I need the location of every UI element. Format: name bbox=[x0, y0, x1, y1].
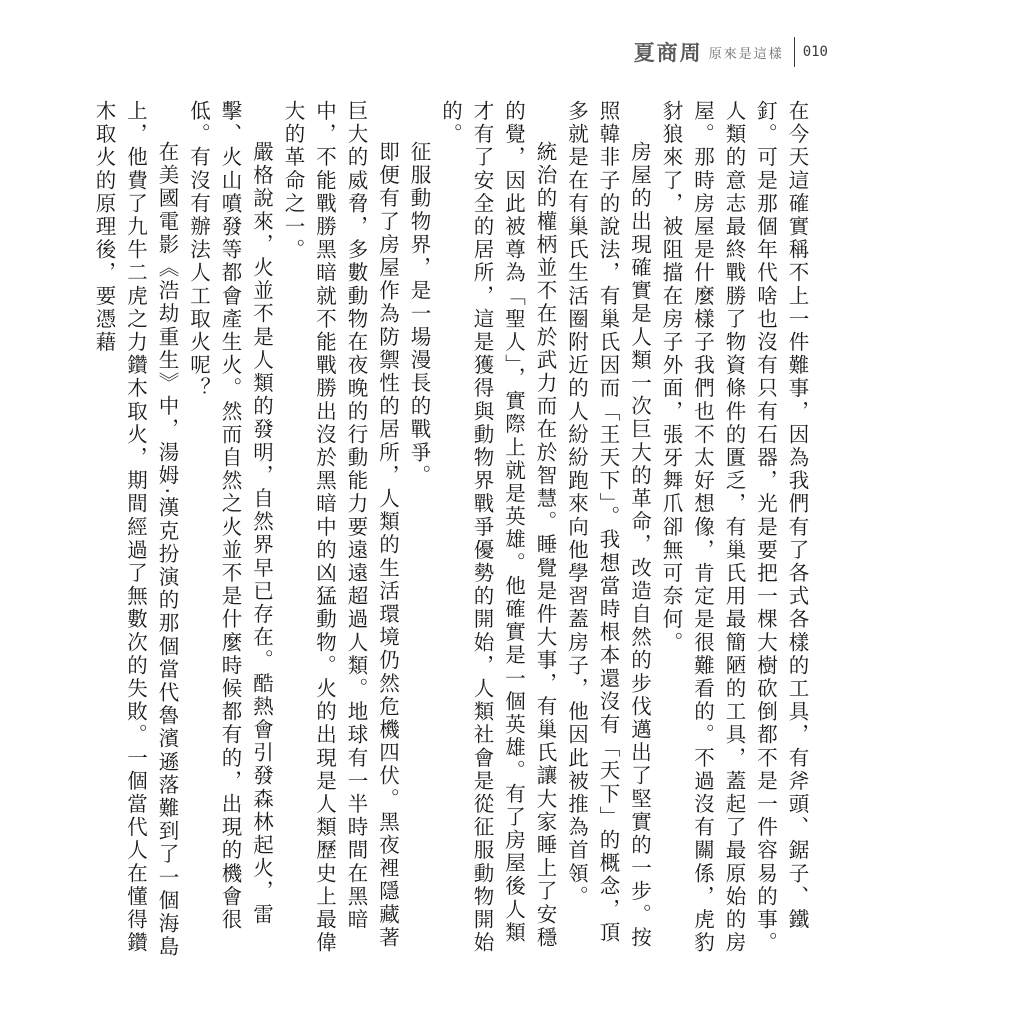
paragraph: 房屋的出現確實是人類一次巨大的革命，改造自然的步伐邁出了堅實的一步。按照韓非子的說法，有巢氏因而「王天下」。我想當時根本還沒有「天下」的概念，頂多就是在有巢氏生活圈附近的人紛紛跑來向他學習蓋房子，他因此被推為首領。 bbox=[564, 100, 652, 950]
book-title: 夏商周 bbox=[633, 41, 703, 65]
paragraph: 即便有了房屋作為防禦性的居所，人類的生活環境仍然危機四伏。黑夜裡隱藏著巨大的威脅，多數動物在夜晚的行動能力要遠遠超過人類。地球有一半時間在黑暗中，不能戰勝黑暗就不能戰勝出沒於黑暗中的凶猛動物。火的出現是人類歷史上最偉大的革命之一。 bbox=[281, 100, 400, 955]
page-header bbox=[634, 34, 828, 70]
paragraph: 征服動物界，是一場漫長的戰爭。 bbox=[407, 141, 431, 488]
paragraph: 在今天這確實稱不上一件難事，因為我們有了各式各樣的工具，有斧頭、鋸子、鐵釘。可是那個年代啥也沒有只有石器，光是要把一棵大樹砍倒都不是一件容易的事。人類的意志最終戰勝了物資條件的匱乏，有巢氏用最簡陋的工具，蓋起了最原始的房屋。那時房屋是什麼樣子我們也不太好想像，肯定是很難看的。不過沒有關係，虎豹豺狼來了，被阻擋在房子外面，張牙舞爪卻無可奈何。 bbox=[659, 100, 809, 955]
header-divider bbox=[794, 37, 795, 67]
chapter-title: 原來是這樣 bbox=[708, 46, 784, 62]
paragraph: 在美國電影《浩劫重生》中，湯姆‧漢克扮演的那個當代魯濱遜落難到了一個海島上，他費了九牛二虎之力鑽木取火，期間經過了無數次的失敗。一個當代人在懂得鑽木取火的原理後，要憑藉 bbox=[92, 100, 179, 959]
page-number: 010 bbox=[802, 44, 828, 60]
paragraph: 嚴格說來，火並不是人類的發明，自然界早已存在。酷熱會引發森林起火，雷擊、火山噴發等都會產生火。然而自然之火並不是什麼時候都有的，出現的機會很低。有沒有辦法人工取火呢？ bbox=[186, 100, 274, 932]
paragraph: 統治的權柄並不在於武力而在於智慧。睡覺是件大事，有巢氏讓大家睡上了安穩的覺，因此被尊為「聖人」，實際上就是英雄。他確實是一個英雄。有了房屋後人類才有了安全的居所，這是獲得與動物界戰爭優勢的開始，人類社會是從征服動物開始的。 bbox=[438, 100, 557, 955]
body-text bbox=[92, 100, 812, 960]
